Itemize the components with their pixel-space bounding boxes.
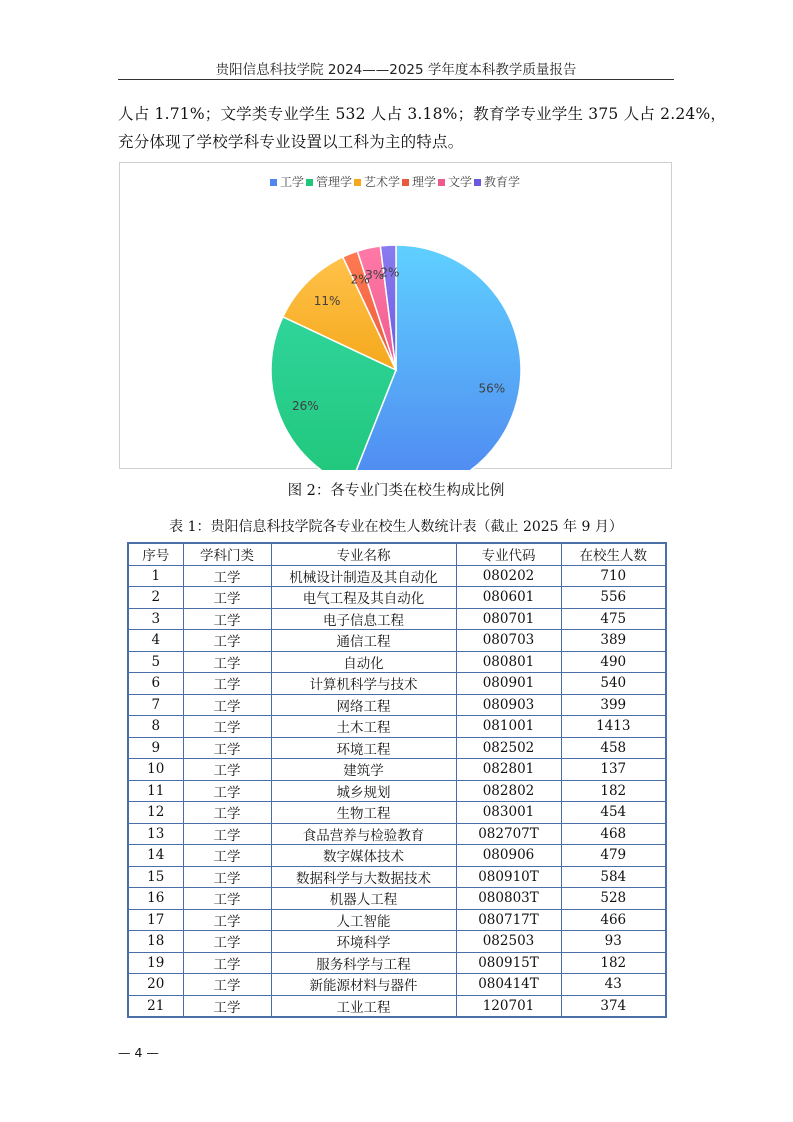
- pie-chart-frame: [119, 162, 672, 469]
- cell-major-code: 080801: [456, 651, 561, 673]
- legend-item: [402, 175, 436, 189]
- table-row: [128, 737, 666, 759]
- cell-category: 工学: [183, 716, 271, 738]
- legend-swatch: [474, 179, 481, 186]
- pie-data-label: 3%: [365, 267, 385, 282]
- header-index: 序号: [128, 543, 183, 565]
- header-category: 学科门类: [183, 543, 271, 565]
- cell-major-name: 机械设计制造及其自动化: [271, 565, 456, 587]
- table-row: [128, 888, 666, 910]
- cell-major-code: 080202: [456, 565, 561, 587]
- legend-label: 理学: [412, 175, 437, 189]
- cell-major-name: 环境工程: [271, 737, 456, 759]
- legend-swatch: [402, 179, 409, 186]
- paragraph-line-1: 人占 1.71%；文学类专业学生 532 人占 3.18%；教育学专业学生 375 人占 2.24%，: [118, 105, 727, 123]
- table-row: [128, 780, 666, 802]
- cell-student-count: 389: [561, 630, 666, 652]
- cell-major-code: 080414T: [456, 974, 561, 996]
- cell-index: 9: [128, 737, 183, 759]
- cell-major-code: 082502: [456, 737, 561, 759]
- cell-category: 工学: [183, 630, 271, 652]
- cell-category: 工学: [183, 952, 271, 974]
- cell-index: 3: [128, 608, 183, 630]
- table-header-row: [128, 543, 666, 565]
- cell-major-code: 080717T: [456, 909, 561, 931]
- legend-item: [270, 175, 304, 189]
- cell-category: 工学: [183, 673, 271, 695]
- cell-major-name: 网络工程: [271, 694, 456, 716]
- table-row: [128, 608, 666, 630]
- cell-student-count: 475: [561, 608, 666, 630]
- cell-category: 工学: [183, 651, 271, 673]
- table-row: [128, 802, 666, 824]
- pie-data-label: 2%: [380, 265, 400, 280]
- pie-data-label: 11%: [313, 294, 341, 309]
- table-row: [128, 931, 666, 953]
- cell-major-code: 082801: [456, 759, 561, 781]
- cell-index: 8: [128, 716, 183, 738]
- legend-item: [354, 174, 400, 189]
- legend-label: 工学: [280, 175, 305, 189]
- header-divider: [118, 79, 674, 80]
- legend-swatch: [438, 179, 445, 186]
- cell-category: 工学: [183, 995, 271, 1017]
- cell-student-count: 182: [561, 952, 666, 974]
- cell-index: 14: [128, 845, 183, 867]
- cell-major-code: 080803T: [456, 888, 561, 910]
- cell-student-count: 540: [561, 673, 666, 695]
- figure-caption: 图 2：各专业门类在校生构成比例: [287, 483, 505, 499]
- table-row: [128, 630, 666, 652]
- pie-chart: [120, 163, 673, 470]
- cell-student-count: 93: [561, 931, 666, 953]
- legend-item: [306, 175, 352, 189]
- table-row: [128, 716, 666, 738]
- table-row: [128, 995, 666, 1017]
- cell-major-code: 080903: [456, 694, 561, 716]
- cell-index: 1: [128, 565, 183, 587]
- cell-major-name: 自动化: [271, 651, 456, 673]
- cell-student-count: 458: [561, 737, 666, 759]
- cell-major-name: 工业工程: [271, 995, 456, 1017]
- paragraph-line-2: 充分体现了学校学科专业设置以工科为主的特点。: [118, 133, 464, 151]
- cell-major-name: 人工智能: [271, 909, 456, 931]
- table-row: [128, 694, 666, 716]
- pie-data-label: 56%: [478, 381, 506, 396]
- header-major-code: 专业代码: [456, 543, 561, 565]
- header-major-name: 专业名称: [271, 543, 456, 565]
- table-row: [128, 866, 666, 888]
- cell-major-name: 建筑学: [271, 759, 456, 781]
- cell-major-name: 城乡规划: [271, 780, 456, 802]
- cell-category: 工学: [183, 587, 271, 609]
- cell-student-count: 710: [561, 565, 666, 587]
- enrollment-table: [127, 542, 667, 1018]
- cell-index: 19: [128, 952, 183, 974]
- table-row: [128, 565, 666, 587]
- body-paragraph: [118, 100, 727, 156]
- cell-index: 6: [128, 673, 183, 695]
- cell-student-count: 466: [561, 909, 666, 931]
- cell-student-count: 556: [561, 587, 666, 609]
- cell-category: 工学: [183, 909, 271, 931]
- chart-legend: [270, 174, 520, 189]
- cell-category: 工学: [183, 845, 271, 867]
- table-row: [128, 845, 666, 867]
- cell-category: 工学: [183, 737, 271, 759]
- table-row: [128, 673, 666, 695]
- cell-category: 工学: [183, 931, 271, 953]
- cell-major-code: 080901: [456, 673, 561, 695]
- page-number: — 4 —: [118, 1045, 159, 1060]
- cell-major-code: 120701: [456, 995, 561, 1017]
- cell-student-count: 1413: [561, 716, 666, 738]
- cell-student-count: 584: [561, 866, 666, 888]
- legend-item: [438, 175, 472, 189]
- cell-major-name: 环境科学: [271, 931, 456, 953]
- cell-category: 工学: [183, 866, 271, 888]
- cell-category: 工学: [183, 802, 271, 824]
- legend-swatch: [354, 179, 361, 186]
- cell-index: 4: [128, 630, 183, 652]
- cell-student-count: 490: [561, 651, 666, 673]
- cell-major-name: 机器人工程: [271, 888, 456, 910]
- cell-major-name: 电气工程及其自动化: [271, 587, 456, 609]
- legend-label: 教育学: [484, 175, 521, 189]
- cell-major-code: 082802: [456, 780, 561, 802]
- cell-student-count: 479: [561, 845, 666, 867]
- table-row: [128, 759, 666, 781]
- cell-major-name: 生物工程: [271, 802, 456, 824]
- table-row: [128, 909, 666, 931]
- cell-major-code: 082707T: [456, 823, 561, 845]
- cell-index: 12: [128, 802, 183, 824]
- cell-major-name: 新能源材料与器件: [271, 974, 456, 996]
- cell-major-code: 082503: [456, 931, 561, 953]
- cell-student-count: 468: [561, 823, 666, 845]
- cell-major-code: 080910T: [456, 866, 561, 888]
- cell-index: 21: [128, 995, 183, 1017]
- cell-student-count: 399: [561, 694, 666, 716]
- table-row: [128, 651, 666, 673]
- cell-major-name: 服务科学与工程: [271, 952, 456, 974]
- cell-major-name: 计算机科学与技术: [271, 673, 456, 695]
- cell-category: 工学: [183, 694, 271, 716]
- cell-index: 18: [128, 931, 183, 953]
- cell-category: 工学: [183, 759, 271, 781]
- pie-data-label: 2%: [350, 272, 370, 287]
- cell-major-code: 080701: [456, 608, 561, 630]
- cell-major-name: 数据科学与大数据技术: [271, 866, 456, 888]
- cell-index: 20: [128, 974, 183, 996]
- cell-category: 工学: [183, 780, 271, 802]
- table-row: [128, 974, 666, 996]
- legend-item: [474, 174, 520, 189]
- cell-student-count: 528: [561, 888, 666, 910]
- cell-index: 11: [128, 780, 183, 802]
- cell-major-name: 电子信息工程: [271, 608, 456, 630]
- legend-label: 管理学: [316, 175, 353, 189]
- cell-student-count: 43: [561, 974, 666, 996]
- cell-major-name: 土木工程: [271, 716, 456, 738]
- cell-index: 15: [128, 866, 183, 888]
- cell-category: 工学: [183, 888, 271, 910]
- cell-category: 工学: [183, 608, 271, 630]
- table-row: [128, 587, 666, 609]
- legend-label: 文学: [448, 175, 473, 189]
- cell-major-code: 080906: [456, 845, 561, 867]
- legend-swatch: [270, 179, 277, 186]
- cell-major-name: 通信工程: [271, 630, 456, 652]
- legend-label: 艺术学: [364, 175, 401, 189]
- legend-swatch: [306, 179, 313, 186]
- cell-index: 10: [128, 759, 183, 781]
- cell-major-code: 080915T: [456, 952, 561, 974]
- cell-major-code: 080703: [456, 630, 561, 652]
- table-title: 表 1：贵阳信息科技学院各专业在校生人数统计表（截止 2025 年 9 月）: [169, 519, 623, 535]
- cell-major-code: 081001: [456, 716, 561, 738]
- cell-category: 工学: [183, 823, 271, 845]
- cell-student-count: 137: [561, 759, 666, 781]
- cell-index: 17: [128, 909, 183, 931]
- cell-category: 工学: [183, 565, 271, 587]
- pie-data-label: 26%: [291, 398, 319, 413]
- table-row: [128, 952, 666, 974]
- cell-index: 13: [128, 823, 183, 845]
- cell-index: 7: [128, 694, 183, 716]
- cell-student-count: 182: [561, 780, 666, 802]
- cell-student-count: 454: [561, 802, 666, 824]
- cell-major-code: 080601: [456, 587, 561, 609]
- cell-major-name: 食品营养与检验教育: [271, 823, 456, 845]
- cell-index: 2: [128, 587, 183, 609]
- cell-student-count: 374: [561, 995, 666, 1017]
- page-header: 贵阳信息科技学院 2024——2025 学年度本科教学质量报告: [215, 62, 577, 78]
- cell-major-code: 083001: [456, 802, 561, 824]
- table-row: [128, 823, 666, 845]
- cell-index: 16: [128, 888, 183, 910]
- cell-major-name: 数字媒体技术: [271, 845, 456, 867]
- cell-index: 5: [128, 651, 183, 673]
- header-student-count: 在校生人数: [561, 543, 666, 565]
- cell-category: 工学: [183, 974, 271, 996]
